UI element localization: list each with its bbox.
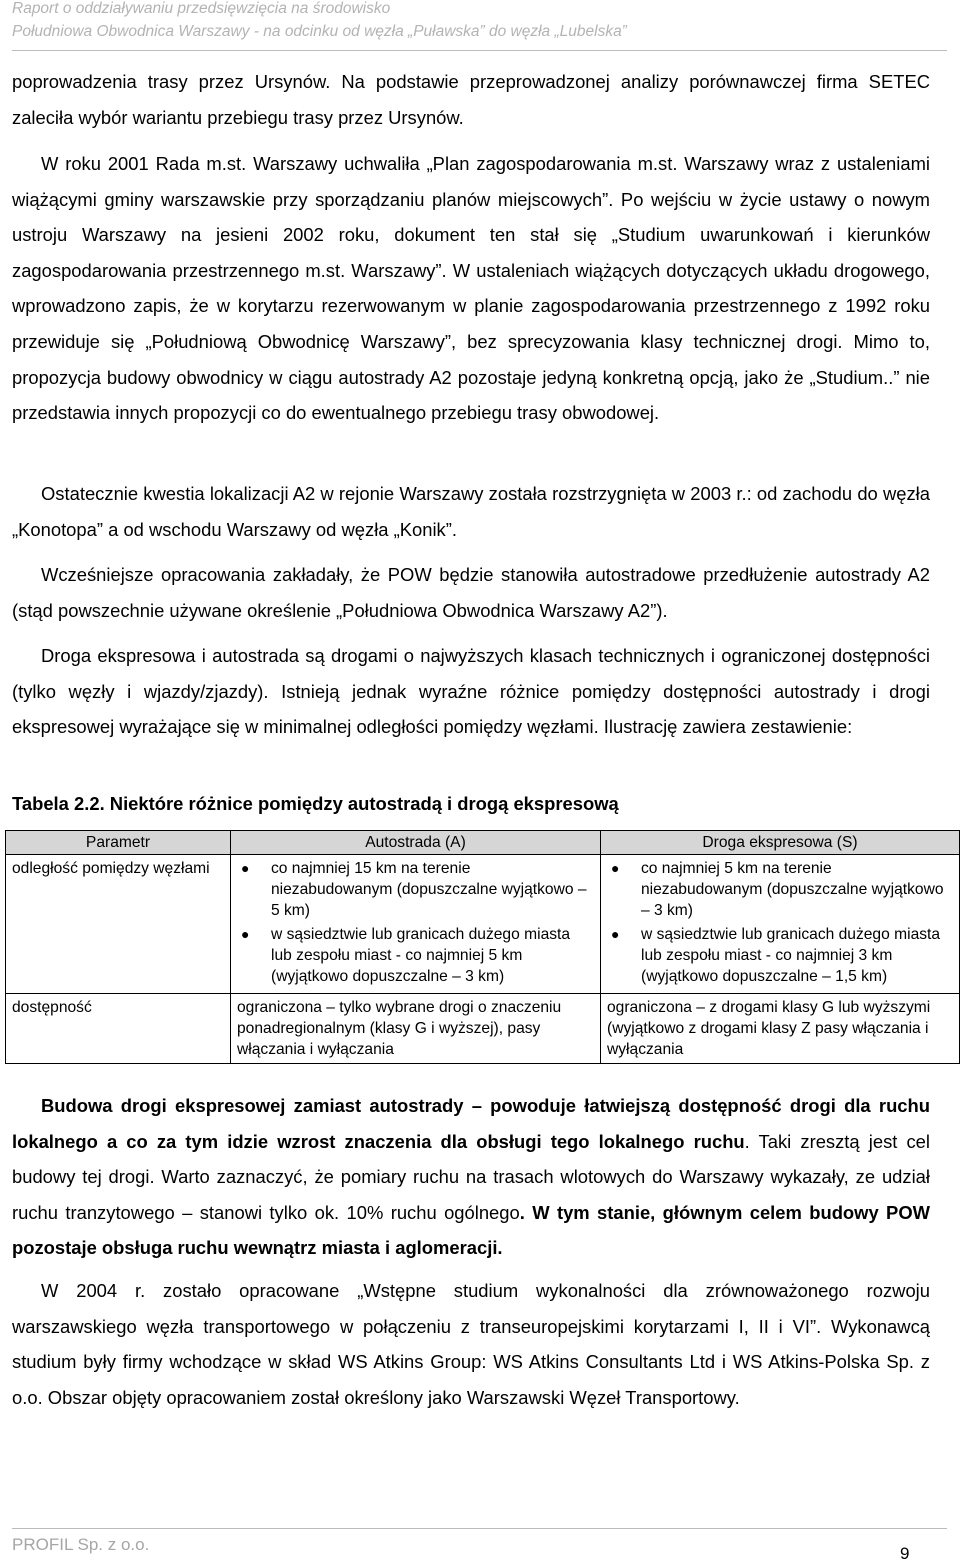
list-item	[607, 858, 953, 921]
cell-a-access: ograniczona – tylko wybrane drogi o znaczeniu ponadregionalnym (klasy G i wyższej), pasy włączania i wyłączania	[231, 994, 601, 1064]
paragraph-ursynow: poprowadzenia trasy przez Ursynów. Na podstawie przeprowadzonej analizy porównawczej firma SETEC zaleciła wybór wariantu przebiegu trasy przez Ursynów.	[12, 71, 930, 128]
running-header	[12, 0, 942, 41]
table-caption: Tabela 2.2. Niektóre różnice pomiędzy autostradą i drogą ekspresową	[12, 793, 619, 814]
paragraph-plan-2001	[12, 146, 930, 431]
cell-a-distance	[231, 855, 601, 994]
bullet-icon: ●	[611, 860, 620, 876]
cell-s-access: ograniczona – z drogami klasy G lub wyższymi (wyjątkowo z drogami klasy Z pasy włączania i wyłączania	[601, 994, 960, 1064]
paragraph-a2-location-text: Ostatecznie kwestia lokalizacji A2 w rejonie Warszawy została rozstrzygnięta w 2003 r.: od zachodu do węzła „Konotopa” a od wschodu Warszawy od węzła „Konik”.	[12, 483, 930, 540]
cell-s-distance	[601, 855, 960, 994]
footer-company: PROFIL Sp. z o.o.	[12, 1535, 150, 1554]
bullet-icon: ●	[241, 860, 250, 876]
table-row	[6, 994, 960, 1064]
cell-param-access: dostępność	[6, 994, 231, 1064]
header-autostrada: Autostrada (A)	[231, 831, 601, 855]
header-droga-ekspresowa: Droga ekspresowa (S)	[601, 831, 960, 855]
s-distance-item-1: co najmniej 5 km na terenie niezabudowanym (dopuszczalne wyjątkowo – 3 km)	[641, 860, 944, 919]
a-distance-item-1: co najmniej 15 km na terenie niezabudowanym (dopuszczalne wyjątkowo – 5 km)	[271, 860, 587, 919]
header-report-title: Raport o oddziaływaniu przedsięwzięcia na środowisko	[12, 0, 391, 17]
cell-param-distance: odległość pomiędzy węzłami	[6, 855, 231, 994]
header-project-title: Południowa Obwodnica Warszawy - na odcinku od węzła „Puławska” do węzła „Lubelska”	[12, 23, 627, 40]
table-row	[6, 855, 960, 994]
paragraph-expressway-bold-1: Budowa drogi ekspresowej zamiast autostrady – powoduje łatwiejszą dostępność drogi dla ruchu lokalnego a co za tym idzie wzrost znaczenia dla obsługi tego lokalnego ruchu	[12, 1095, 930, 1152]
paragraph-a2-location	[12, 476, 930, 547]
a-distance-item-2: w sąsiedztwie lub granicach dużego miasta lub zespołu miast - co najmniej 5 km (wyjątkowo dopuszczalne – 3 km)	[271, 926, 571, 985]
s-distance-item-2: w sąsiedztwie lub granicach dużego miasta lub zespołu miast - co najmniej 3 km (wyjątkowo dopuszczalne – 1,5 km)	[641, 926, 941, 985]
bullet-icon: ●	[241, 926, 250, 942]
footer-divider	[12, 1528, 947, 1529]
table-header-row	[6, 831, 960, 855]
paragraph-study-2004-text: W 2004 r. zostało opracowane „Wstępne studium wykonalności dla zrównoważonego rozwoju warszawskiego węzła transportowego w połączeniu z transeuropejskimi korytarzami I, II i VI”. Wykonawcą studium były firmy wchodzące w skład WS Atkins Group: WS Atkins Consultants Ltd i WS Atkins-Polska Sp. z o.o. Obszar objęty opracowaniem został określony jako Warszawski Węzeł Transportowy.	[12, 1280, 930, 1408]
paragraph-study-2004	[12, 1273, 930, 1415]
paragraph-expressway	[12, 1088, 930, 1266]
paragraph-pow-extension-text: Wcześniejsze opracowania zakładały, że POW będzie stanowiła autostradowe przedłużenie autostrady A2 (stąd powszechnie używane określenie „Południowa Obwodnica Warszawy A2”).	[12, 564, 930, 621]
paragraph-expressway-bold-2: . W tym stanie, głównym celem budowy POW pozostaje obsługa ruchu wewnątrz miasta i aglomeracji.	[12, 1201, 930, 1259]
paragraph-road-classes	[12, 638, 930, 745]
paragraph-pow-extension	[12, 557, 930, 628]
paragraph-expressway-text: . Taki zresztą jest cel budowy tej drogi. Warto zaznaczyć, że pomiary ruchu na trasach wlotowych do Warszawy wykazały, ze udział ruchu tranzytowego – stanowi tylko ok. 10% ruchu ogólnego	[12, 1130, 930, 1223]
header-parametr: Parametr	[6, 831, 231, 855]
bullet-icon: ●	[611, 926, 620, 942]
comparison-table	[5, 830, 960, 1064]
list-item	[607, 924, 953, 987]
list-item	[237, 924, 594, 987]
page-number: 9	[900, 1544, 910, 1563]
header-divider	[12, 50, 947, 51]
list-item	[237, 858, 594, 921]
paragraph-road-classes-text: Droga ekspresowa i autostrada są drogami o najwyższych klasach technicznych i ograniczonej dostępności (tylko węzły i wjazdy/zjazdy). Istnieją jednak wyraźne różnice pomiędzy dostępności autostrady i drogi ekspresowej wyrażające się w minimalnej odległości pomiędzy węzłami. Ilustrację zawiera zestawienie:	[12, 645, 930, 738]
paragraph-plan-2001-text: W roku 2001 Rada m.st. Warszawy uchwaliła „Plan zagospodarowania m.st. Warszawy wraz z ustaleniami wiążącymi gminy warszawskie przy sporządzaniu planów miejscowych”. Po wejściu w życie ustawy o nowym ustroju Warszawy na jesieni 2002 roku, dokument ten stał się „Studium uwarunkowań i kierunków zagospodarowania przestrzennego m.st. Warszawy”. W ustaleniach wiążących dotyczących układu drogowego, wprowadzono zapis, że w korytarzu rezerwowanym w planie zagospodarowania przestrzennego z 1992 roku przewiduje się „Południową Obwodnicę Warszawy”, bez sprecyzowania klasy technicznej drogi. Mimo to, propozycja budowy obwodnicy w ciągu autostrady A2 pozostaje jedyną konkretną opcją, jako że „Studium..” nie przedstawia innych propozycji co do ewentualnego przebiegu trasy obwodowej.	[12, 153, 930, 424]
